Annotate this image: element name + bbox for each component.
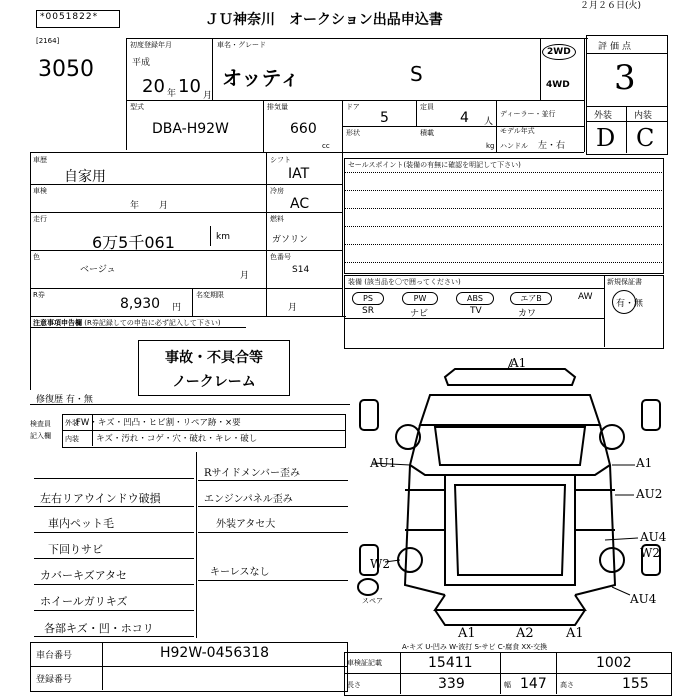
height: 155	[622, 676, 649, 692]
int-marks: キズ・汚れ・コゲ・穴・破れ・キレ・破し	[96, 434, 258, 444]
sales-point-box	[344, 158, 664, 274]
usage-label: 車歴	[33, 156, 47, 164]
mark-left-w: W2	[370, 557, 390, 571]
remark-left-3: 下回りサビ	[48, 543, 103, 556]
mark-front: A1	[510, 356, 527, 370]
mark-rear-a2: A2	[516, 626, 534, 641]
evaluation-label: 評価点	[598, 42, 635, 52]
evaluation-score: 3	[614, 58, 636, 98]
mileage: 6万5千061	[92, 233, 175, 252]
no-claim-stamp	[138, 340, 290, 396]
remark-right-2: エンジンパネル歪み	[204, 494, 293, 505]
drive-2wd: 2WD	[542, 44, 576, 60]
capacity: 4	[460, 110, 469, 126]
handle-options: 左・右	[538, 141, 566, 151]
notes-header: 注意事項申告欄	[33, 319, 82, 327]
ext-marks: FW・キズ・凹凸・ヒビ割・リペア跡・×要	[76, 418, 241, 428]
first-reg-label: 初度登録年月	[130, 41, 172, 49]
stamp-line-2: ノークレーム	[172, 374, 256, 390]
form-date	[580, 0, 641, 11]
reg-month: 10	[178, 76, 201, 97]
equip-abs: ABS	[456, 292, 494, 305]
int-row-label: 内装	[65, 435, 79, 443]
load-label: 積載	[420, 129, 434, 137]
notes-sub: (R券記録しての申告に必ず記入して下さい)	[84, 319, 221, 327]
sticker-options: 有・無	[616, 299, 644, 309]
doors: 5	[380, 110, 389, 126]
car-name: オッティ	[222, 66, 300, 90]
color-code: S14	[292, 265, 310, 275]
recycle-fee: 8,930	[120, 296, 161, 312]
reg-number-label: 登録番号	[36, 675, 73, 685]
date-suffix: (火)	[625, 1, 642, 11]
equip-ps: PS	[352, 292, 384, 305]
remark-right-4: キーレスなし	[210, 567, 270, 578]
model-type-label: 型式	[130, 103, 144, 111]
car-name-label: 車名・グレード	[217, 41, 266, 49]
interior-label: 内装	[634, 111, 653, 121]
capacity-label: 定員	[420, 103, 434, 111]
kg-unit: kg	[486, 142, 495, 150]
reg-year: 20	[142, 76, 165, 97]
remark-right-3: 外装アタセ大	[216, 519, 276, 530]
shift-label: シフト	[270, 156, 291, 164]
month-unit: 月	[203, 91, 213, 101]
form-id: [2164]	[36, 37, 60, 45]
doors-label: ドア	[346, 103, 360, 111]
repair-history: 有・無	[65, 395, 93, 405]
displacement: 660	[290, 121, 317, 137]
shift: IAT	[288, 166, 310, 182]
sales-point-label: セールスポイント(装備の有無に確認を明記して下さい)	[348, 161, 521, 169]
damage-legend: A-キズ U-凹み W-波打 S-サビ C-腐食 XX-交換	[402, 643, 548, 651]
cc-label: cc	[322, 142, 330, 150]
inspector-label-2: 記入欄	[30, 432, 51, 440]
fuel-label: 燃料	[270, 215, 284, 223]
displacement-label: 排気量	[267, 103, 288, 111]
weight-label: 車検証記載	[347, 659, 382, 667]
remark-left-2: 車内ペット毛	[48, 517, 114, 530]
interior-grade: C	[636, 124, 655, 152]
chassis-number: H92W-0456318	[160, 645, 270, 661]
mark-right-front: A1	[636, 456, 653, 470]
model-year-label: モデル年式	[500, 127, 535, 135]
equip-sr: SR	[362, 306, 374, 316]
height-label: 高さ	[560, 681, 574, 689]
color-code-label: 色番号	[270, 253, 291, 261]
date: ２月２６日	[580, 1, 626, 11]
remark-left-1: 左右リアウインドウ破損	[40, 492, 161, 505]
exterior-grade: D	[596, 124, 616, 152]
mark-rear-a1b: A1	[566, 626, 584, 641]
width: 147	[520, 676, 547, 692]
serial-number: *0051822*	[40, 12, 99, 22]
chassis-label: 車台番号	[36, 651, 73, 661]
ext-row-label: 外装	[65, 419, 79, 427]
year-unit: 年	[167, 89, 177, 99]
inspector-label: 検査員	[30, 420, 51, 428]
equip-pw: PW	[402, 292, 438, 305]
exterior-label: 外装	[594, 111, 613, 121]
yen-unit: 円	[172, 303, 182, 313]
remark-left-6: 各部キズ・凹・ホコリ	[44, 622, 154, 635]
era-label: 平成	[132, 58, 151, 68]
name-change-label: 名変期限	[196, 291, 224, 299]
remark-right-1: Rサイドメンバー歪み	[204, 468, 301, 479]
grade: S	[410, 62, 423, 86]
mark-right-bottom: AU4	[630, 592, 657, 606]
sticker-label: 新規保証書	[607, 278, 642, 286]
inspection-year-unit: 年	[130, 201, 140, 211]
remark-left-4: カバーキズアタセ	[40, 569, 128, 582]
equip-leather: カワ	[518, 309, 537, 319]
mark-rear-a1: A1	[458, 626, 476, 641]
aircon: AC	[290, 196, 310, 212]
equip-navi: ナビ	[410, 309, 429, 319]
equip-airbag: エアB	[510, 292, 552, 305]
equipment-label: 装備 (該当品を〇で囲ってください)	[348, 278, 461, 286]
length: 339	[438, 676, 465, 692]
mark-right-w: W2	[640, 546, 660, 560]
spare-label: スペア	[362, 597, 383, 605]
usage: 自家用	[64, 169, 106, 185]
equip-aw: AW	[578, 292, 593, 302]
km-unit: km	[216, 232, 230, 242]
dealer-label: ディーラー・並行	[500, 110, 556, 118]
stamp-line-1: 事故・不具合等	[165, 350, 263, 366]
inspection-label: 車検	[33, 187, 47, 195]
mark-right-rear: AU4	[640, 530, 667, 544]
model-code: DBA-H92W	[152, 121, 229, 137]
mark-right-mid: AU2	[636, 487, 663, 501]
mark-left-front: AU1	[370, 456, 397, 470]
width-label: 幅	[504, 681, 511, 689]
person-unit: 人	[484, 117, 494, 127]
aircon-label: 冷房	[270, 187, 284, 195]
form-title: ＪＵ神奈川 オークション出品申込書	[205, 12, 443, 28]
length-label: 長さ	[347, 681, 361, 689]
weight-b: 1002	[596, 655, 632, 671]
fuel: ガソリン	[272, 235, 309, 245]
lot-number: 3050	[38, 57, 94, 82]
inspection-date	[130, 198, 168, 211]
shape-label: 形状	[346, 129, 360, 137]
recycle-label: R券	[33, 291, 45, 299]
weight-a: 15411	[428, 655, 473, 671]
name-change-month: 月	[288, 303, 298, 313]
repair-history-label: 修復歴	[36, 395, 64, 405]
color-label: 色	[33, 253, 40, 261]
color-month-unit: 月	[240, 271, 250, 281]
drive-4wd: 4WD	[546, 80, 570, 90]
remark-left-5: ホイールガリキズ	[40, 595, 128, 608]
mileage-label: 走行	[33, 215, 47, 223]
equip-tv: TV	[470, 306, 482, 316]
handle-label: ハンドル	[500, 142, 528, 150]
color: ベージュ	[80, 265, 116, 275]
inspection-month-unit: 月	[159, 201, 169, 211]
